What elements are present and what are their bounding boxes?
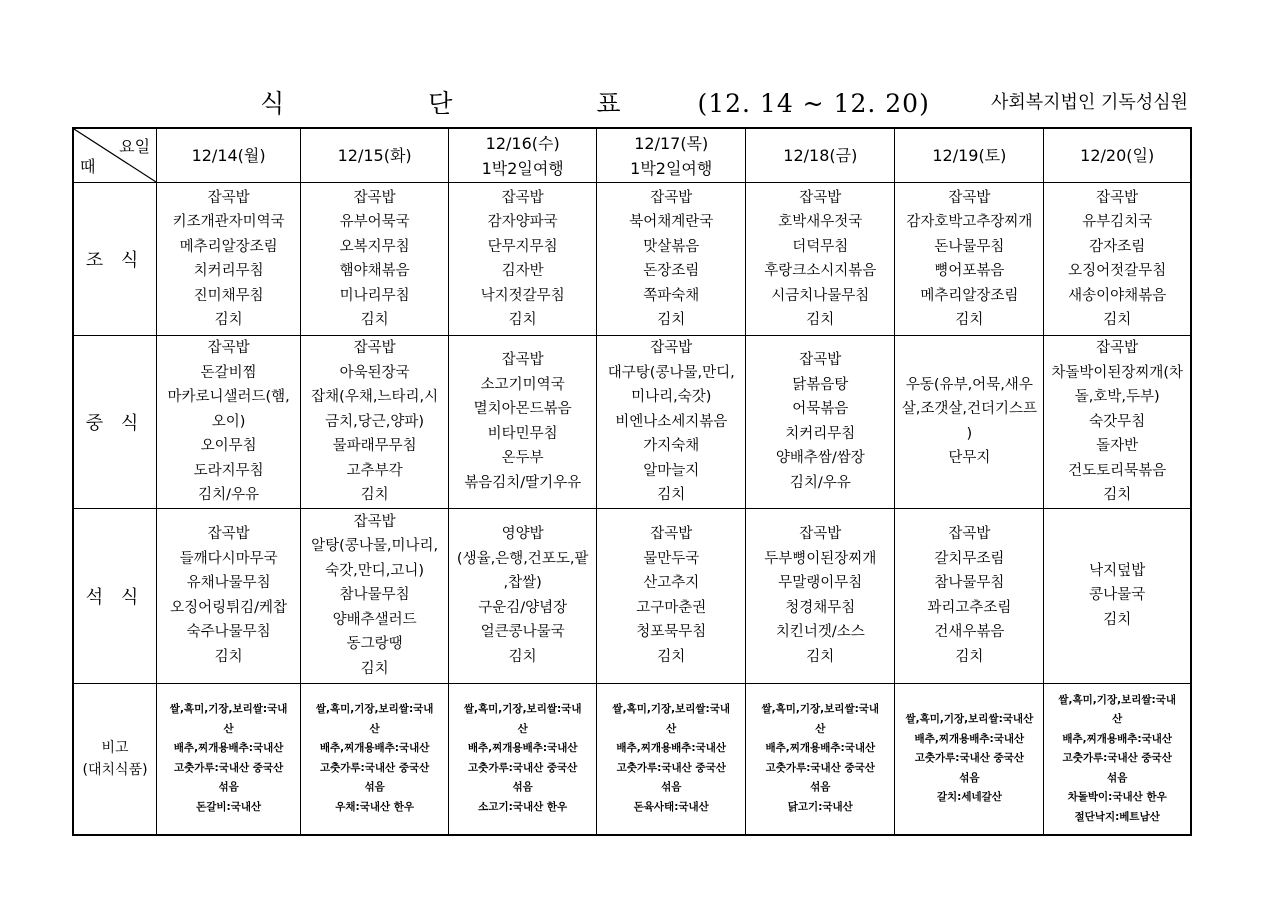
menu-item: 건새우볶음 <box>934 624 1005 640</box>
meal-label: 석 식 <box>73 508 157 683</box>
menu-cell <box>1044 183 1191 336</box>
menu-cell <box>301 183 449 336</box>
origin-line: 쌀,흑미,기장,보리쌀:국내 <box>1058 693 1176 706</box>
menu-item: 김치 <box>806 312 835 328</box>
menu-item: 어묵볶음 <box>792 401 849 418</box>
origin-line: 갈치:세네갈산 <box>936 791 1002 803</box>
menu-item: 잡곡밥 <box>948 189 991 206</box>
menu-item: 청경채무침 <box>785 599 856 616</box>
menu-item: 잡곡밥 <box>501 189 544 206</box>
menu-item: 대구탕(콩나물,만디, <box>607 364 735 381</box>
menu-item: 오이무침 <box>200 438 257 454</box>
origin-line: 고춧가루:국내산 중국산 <box>173 761 284 774</box>
menu-item: 오징어젓갈무침 <box>1068 263 1167 279</box>
organization-name: 사회복지법인 기독성심원 <box>991 92 1188 113</box>
remarks-cell <box>895 683 1044 835</box>
menu-item: 동그랑땡 <box>346 636 403 653</box>
corner-day-label: 요일 <box>119 137 151 156</box>
menu-item: 물만두국 <box>643 550 700 567</box>
menu-item: 김치 <box>657 648 686 665</box>
menu-item: 김치 <box>657 312 686 328</box>
lunch-row <box>73 336 1191 509</box>
origin-line: 섞음 <box>959 771 980 784</box>
origin-line: 섞음 <box>218 781 239 794</box>
origin-line: 고춧가루:국내산 중국산 <box>319 761 430 774</box>
menu-item: 쪽파숙채 <box>643 287 700 304</box>
origin-line: 돈갈비:국내산 <box>196 800 262 813</box>
origin-line: 고춧가루:국내산 중국산 <box>914 752 1024 764</box>
remarks-cell <box>1044 683 1191 835</box>
menu-item: 김치 <box>508 312 537 328</box>
day-date: 12/20(일) <box>1080 146 1155 165</box>
origin-line: 산 <box>369 722 380 735</box>
day-date: 12/19(토) <box>932 146 1007 165</box>
menu-item: 건도토리묵볶음 <box>1068 462 1167 479</box>
menu-cell <box>1044 336 1191 509</box>
menu-item: 새송이야채볶음 <box>1068 287 1167 304</box>
menu-item: 진미채무침 <box>193 287 264 304</box>
menu-item: 비엔나소세지볶음 <box>615 413 728 430</box>
remarks-label-line: 비고 <box>101 739 129 756</box>
menu-item: 우동(유부,어묵,새우 <box>905 376 1033 393</box>
menu-item: 멸치아몬드볶음 <box>473 401 572 418</box>
origin-line: 배추,찌개용배추:국내산 <box>173 742 284 755</box>
origin-line: 쌀,흑미,기장,보리쌀:국내 <box>463 703 582 716</box>
origin-line: 닭고기:국내산 <box>787 800 853 813</box>
menu-item: 잡곡밥 <box>799 189 842 206</box>
menu-item: 김치 <box>508 648 537 665</box>
menu-item: 아욱된장국 <box>339 364 410 381</box>
menu-cell <box>157 183 301 336</box>
remarks-cell <box>746 683 895 835</box>
menu-item: ) <box>966 425 973 442</box>
menu-item: 꽈리고추조림 <box>927 599 1012 616</box>
menu-item: 북어채계란국 <box>629 214 714 230</box>
remarks-cell <box>157 683 301 835</box>
menu-item: 잡곡밥 <box>353 189 396 206</box>
menu-item: 잡곡밥 <box>650 340 693 356</box>
origin-line: 쌀,흑미,기장,보리쌀:국내산 <box>905 713 1034 725</box>
origin-line: 절단낙지:베트남산 <box>1074 810 1160 823</box>
menu-item: 김치 <box>360 660 389 677</box>
menu-item: 갈치무조림 <box>934 550 1005 567</box>
corner-cell <box>73 128 157 183</box>
menu-item: 김치 <box>1103 312 1132 328</box>
menu-item: 참나물무침 <box>339 587 410 604</box>
menu-item: 잡곡밥 <box>501 352 544 369</box>
title-date-range: (12. 14 ~ 12. 20) <box>697 89 930 118</box>
menu-cell <box>895 508 1044 683</box>
origin-line: 섞음 <box>661 781 682 794</box>
origin-line: 쌀,흑미,기장,보리쌀:국내 <box>761 703 880 716</box>
menu-item: 치커리무침 <box>193 263 264 279</box>
remarks-label-line: (대치식품) <box>82 761 148 778</box>
origin-line: 배추,찌개용배추:국내산 <box>467 742 578 755</box>
menu-cell <box>449 336 597 509</box>
day-date: 12/17(목) <box>634 133 709 153</box>
menu-item: 잡채(우채,느타리,시 <box>311 389 439 405</box>
menu-item: 김치 <box>1103 611 1132 628</box>
menu-item: 김치 <box>360 487 389 503</box>
remarks-row <box>73 683 1191 835</box>
menu-item: 잡곡밥 <box>799 352 842 369</box>
menu-item: 콩나물국 <box>1089 587 1146 604</box>
title-main: 식 단 표 <box>260 89 689 118</box>
menu-cell <box>597 183 746 336</box>
menu-item: 영양밥 <box>501 526 544 542</box>
menu-item: 잡곡밥 <box>1096 340 1139 356</box>
menu-item: 감자조림 <box>1089 238 1146 255</box>
menu-item: 숙갓무침 <box>1089 413 1146 430</box>
menu-item: 호박새우젓국 <box>778 214 863 230</box>
menu-item: 김치 <box>360 312 389 328</box>
page-title <box>250 84 940 120</box>
origin-line: 쌀,흑미,기장,보리쌀:국내 <box>315 703 434 716</box>
origin-line: 배추,찌개용배추:국내산 <box>616 742 727 755</box>
menu-item: 잡곡밥 <box>650 189 693 206</box>
menu-item: 금치,당근,양파) <box>325 413 425 430</box>
origin-line: 쌀,흑미,기장,보리쌀:국내 <box>169 703 288 716</box>
menu-item: 양배추쌈/쌈장 <box>775 450 865 467</box>
origin-line: 고춧가루:국내산 중국산 <box>1062 752 1172 764</box>
menu-item: 잡곡밥 <box>1096 189 1139 206</box>
menu-cell <box>449 183 597 336</box>
menu-item: 맛살볶음 <box>643 238 700 255</box>
origin-line: 배추,찌개용배추:국내산 <box>765 742 876 755</box>
menu-item: 메추리알장조림 <box>179 238 278 255</box>
menu-item: 단무지 <box>948 450 991 467</box>
menu-cell <box>597 508 746 683</box>
menu-item: 잡곡밥 <box>353 340 396 356</box>
day-date: 12/15(화) <box>337 146 412 165</box>
day-header <box>746 128 895 183</box>
menu-item: 치커리무침 <box>785 425 856 442</box>
menu-item: 얼큰콩나물국 <box>480 624 565 640</box>
menu-item: 볶음김치/딸기우유 <box>464 474 582 491</box>
menu-item: 시금치나물무침 <box>771 287 870 304</box>
menu-item: 알탕(콩나물,미나리, <box>311 538 439 555</box>
menu-item: 양배추샐러드 <box>332 611 417 628</box>
menu-item: 돈장조림 <box>643 263 700 279</box>
menu-item: 잡곡밥 <box>799 526 842 542</box>
menu-item: 치킨너겟/소스 <box>775 624 865 640</box>
menu-item: 김치 <box>955 648 984 665</box>
menu-item: 잡곡밥 <box>948 526 991 542</box>
origin-line: 산 <box>1112 713 1123 725</box>
meal-label: 조 식 <box>73 183 157 336</box>
menu-item: 돌자반 <box>1096 438 1139 454</box>
origin-line: 섞음 <box>810 781 831 794</box>
origin-line: 섞음 <box>1107 771 1128 784</box>
menu-item: 단무지무침 <box>487 238 558 255</box>
origin-line: 산 <box>517 722 528 735</box>
menu-item: 미나리무침 <box>339 287 410 304</box>
menu-item: 물파래무무침 <box>332 438 417 454</box>
menu-item: 오징어링튀김/케찹 <box>170 599 288 616</box>
menu-item: 유채나물무침 <box>186 575 271 591</box>
day-header <box>449 128 597 183</box>
menu-item: 김치/우유 <box>198 487 260 503</box>
menu-item: 유부김치국 <box>1082 214 1153 230</box>
menu-item: 뼝어포볶음 <box>934 263 1005 279</box>
menu-item: 고구마춘권 <box>636 599 707 616</box>
menu-item: 미나리,숙갓) <box>631 389 712 405</box>
menu-item: 도라지무침 <box>193 462 264 479</box>
origin-line: 배추,찌개용배추:국내산 <box>914 732 1025 745</box>
menu-item: 참나물무침 <box>934 575 1005 591</box>
menu-item: 고추부각 <box>346 462 403 479</box>
menu-item: 김치 <box>214 312 243 328</box>
origin-line: 차돌박이:국내산 한우 <box>1067 791 1167 803</box>
menu-item: 닭볶음탕 <box>792 376 849 393</box>
day-date: 12/14(월) <box>191 146 266 165</box>
origin-line: 우채:국내산 한우 <box>335 800 415 813</box>
menu-item: 잡곡밥 <box>207 340 250 356</box>
menu-item: 김치 <box>1103 487 1132 503</box>
origin-line: 산 <box>223 722 234 735</box>
day-header <box>597 128 746 183</box>
menu-item: 돈나물무침 <box>934 238 1005 255</box>
menu-item: 김치 <box>214 648 243 665</box>
menu-item: 숙갓,만디,고니) <box>325 562 425 579</box>
menu-item: 감자호박고추장찌개 <box>906 214 1033 230</box>
menu-item: ,찹쌀) <box>503 575 542 591</box>
origin-line: 산 <box>666 722 677 735</box>
day-note: 1박2일여행 <box>630 158 713 178</box>
remarks-cell <box>449 683 597 835</box>
menu-item: 숙주나물무침 <box>186 624 271 640</box>
menu-item: 무말랭이무침 <box>778 575 863 591</box>
menu-cell <box>746 508 895 683</box>
remarks-label <box>73 683 157 835</box>
menu-cell <box>157 508 301 683</box>
menu-item: 산고추지 <box>643 575 700 591</box>
menu-item: 김치 <box>955 312 984 328</box>
origin-line: 돈육사태:국내산 <box>633 800 709 813</box>
day-header <box>301 128 449 183</box>
menu-item: 들깨다시마무국 <box>179 550 278 567</box>
menu-cell <box>895 336 1044 509</box>
menu-item: 더덕무침 <box>792 238 849 255</box>
menu-item: 돈갈비찜 <box>200 364 257 381</box>
menu-item: 김자반 <box>501 263 544 279</box>
menu-item: 소고기미역국 <box>480 376 565 393</box>
menu-cell <box>597 336 746 509</box>
menu-item: 비타민무침 <box>487 425 558 442</box>
menu-item: 낙지덮밥 <box>1089 562 1146 579</box>
menu-item: 마카로니샐러드(햄, <box>167 389 290 405</box>
menu-item: 오복지무침 <box>339 238 410 255</box>
menu-item: 구운김/양념장 <box>478 599 568 616</box>
corner-meal-label: 때 <box>80 157 96 176</box>
remarks-cell <box>597 683 746 835</box>
origin-line: 쌀,흑미,기장,보리쌀:국내 <box>612 703 731 716</box>
meal-plan-table <box>72 127 1192 836</box>
origin-line: 산 <box>815 722 826 735</box>
menu-item: 햄야채볶음 <box>339 263 410 279</box>
menu-cell <box>895 183 1044 336</box>
header-row <box>73 128 1191 183</box>
day-header <box>1044 128 1191 183</box>
origin-line: 고춧가루:국내산 중국산 <box>765 761 875 774</box>
menu-item: (생율,은행,건포도,팥 <box>456 550 589 567</box>
meal-label: 중 식 <box>73 336 157 509</box>
menu-item: 오이) <box>211 413 246 430</box>
menu-cell <box>157 336 301 509</box>
menu-item: 알마늘지 <box>643 462 700 479</box>
menu-item: 잡곡밥 <box>650 526 693 542</box>
menu-cell <box>1044 508 1191 683</box>
day-note: 1박2일여행 <box>481 158 564 178</box>
menu-item: 김치 <box>806 648 835 665</box>
menu-item: 잡곡밥 <box>207 526 250 542</box>
origin-line: 배추,찌개용배추:국내산 <box>1062 732 1172 745</box>
menu-cell <box>301 508 449 683</box>
menu-cell <box>301 336 449 509</box>
menu-item: 감자양파국 <box>487 214 558 230</box>
menu-item: 낙지젓갈무침 <box>480 287 565 304</box>
menu-cell <box>746 183 895 336</box>
menu-item: 키조개관자미역국 <box>172 214 285 230</box>
breakfast-row <box>73 183 1191 336</box>
menu-item: 돌,호박,두부) <box>1074 389 1160 405</box>
menu-item: 메추리알장조림 <box>920 287 1019 304</box>
origin-line: 배추,찌개용배추:국내산 <box>319 742 430 755</box>
menu-item: 잡곡밥 <box>207 189 250 206</box>
origin-line: 소고기:국내산 한우 <box>478 800 568 813</box>
menu-item: 온두부 <box>501 450 544 467</box>
menu-item: 청포묵무침 <box>636 624 707 640</box>
day-date: 12/16(수) <box>485 133 560 153</box>
origin-line: 고춧가루:국내산 중국산 <box>468 761 578 774</box>
dinner-row <box>73 508 1191 683</box>
menu-item: 잡곡밥 <box>353 513 396 530</box>
menu-cell <box>746 336 895 509</box>
menu-cell <box>449 508 597 683</box>
origin-line: 섞음 <box>364 781 385 794</box>
menu-item: 차돌박이된장찌개(차 <box>1051 364 1184 381</box>
menu-item: 두부뼝이된장찌개 <box>764 550 877 567</box>
menu-item: 김치 <box>657 487 686 503</box>
origin-line: 섞음 <box>512 781 533 794</box>
menu-item: 살,조갯살,건더기스프 <box>901 401 1037 418</box>
menu-item: 가지숙채 <box>643 438 700 454</box>
menu-item: 유부어묵국 <box>339 214 410 230</box>
day-header <box>157 128 301 183</box>
menu-item: 후랑크소시지볶음 <box>764 263 877 279</box>
day-header <box>895 128 1044 183</box>
remarks-cell <box>301 683 449 835</box>
origin-line: 고춧가루:국내산 중국산 <box>616 761 726 774</box>
day-date: 12/18(금) <box>783 146 858 165</box>
menu-item: 김치/우유 <box>789 474 851 491</box>
